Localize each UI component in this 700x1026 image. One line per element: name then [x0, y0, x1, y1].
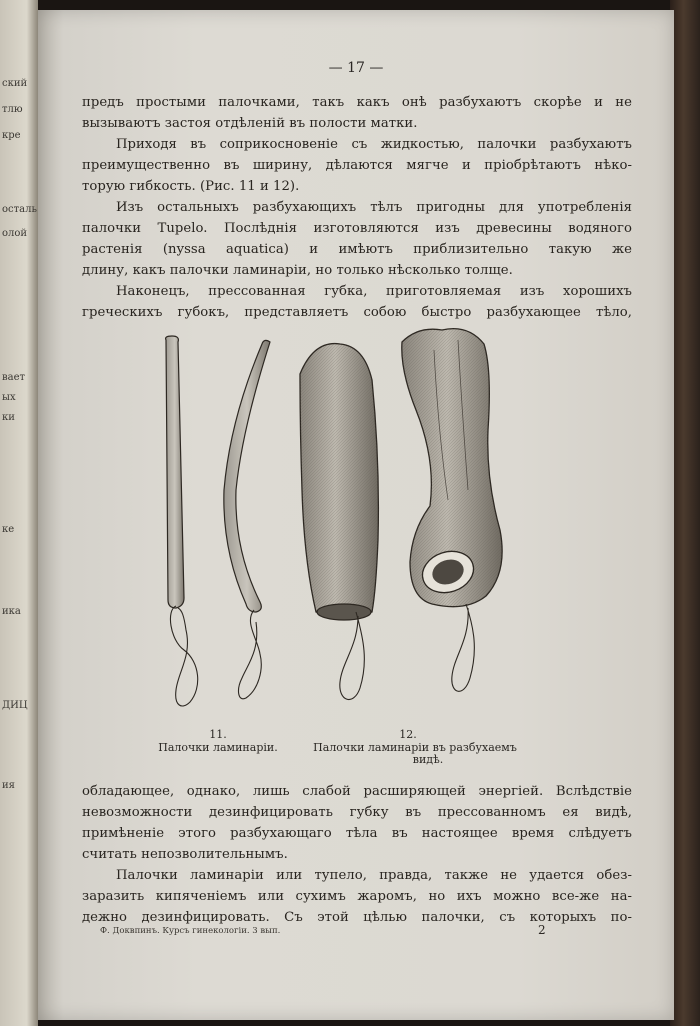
text-line: Изъ остальныхъ разбухающихъ тѣлъ пригодны для употребленія — [116, 200, 632, 215]
text-line: дежно дезинфицировать. Съ этой цѣлью палочки, съ которыхъ по- — [82, 910, 632, 925]
text-line: Приходя въ соприкосновеніе съ жидкостью, палочки разбухаютъ — [116, 137, 632, 152]
text-line: преимущественно въ ширину, дѣлаются мягче и пріобрѣтаютъ нѣко- — [82, 158, 632, 173]
text-line: примѣненіе этого разбухающаго тѣла въ настоящее время слѣдуетъ — [82, 826, 632, 841]
text-line: растенія (nyssa aquatica) и имѣютъ приблизительно такую же — [82, 242, 632, 257]
figure-11-rod-curved — [224, 340, 270, 698]
left-page-fragment: ский — [2, 78, 28, 89]
text-line: длину, какъ палочки ламинаріи, но только нѣсколько толще. — [82, 263, 513, 278]
left-page-fragment: олой — [2, 228, 28, 239]
text-line: невозможности дезинфицировать губку въ прессованномъ ея видѣ, — [82, 805, 632, 820]
text-line: заразить кипяченіемъ или сухимъ жаромъ, но ихъ можно все-же на- — [82, 889, 632, 904]
figure-12-sponge-swollen — [402, 329, 502, 692]
left-page-fragment: тлю — [2, 104, 23, 115]
left-page-fragment: ки — [2, 412, 15, 423]
figure-11-rod-straight — [166, 336, 198, 706]
page-number: — 17 — — [328, 60, 384, 76]
left-page-fragment: ия — [2, 780, 15, 791]
left-page-fragment: ДИЦ — [2, 700, 28, 711]
text-line: предъ простыми палочками, такъ какъ онѣ разбухаютъ скорѣе и не — [82, 95, 632, 110]
text-line: греческихъ губокъ, представляетъ собою быстро разбухающее тѣло, — [82, 305, 632, 320]
book-page — [38, 10, 674, 1020]
figure-12-number: 12. — [399, 728, 417, 741]
text-line: Наконецъ, прессованная губка, приготовляемая изъ хорошихъ — [116, 284, 632, 299]
text-line: считать непозволительнымъ. — [82, 847, 288, 862]
text-line: Палочки ламинаріи или тупело, правда, также не удается обез- — [116, 868, 632, 883]
left-page-fragment: ых — [2, 392, 16, 403]
text-line: торую гибкость. (Рис. 11 и 12). — [82, 179, 300, 194]
adjacent-page-edge — [0, 0, 38, 1026]
figures-illustration — [38, 310, 674, 780]
left-page-fragment: кре — [2, 130, 21, 141]
signature-mark: 2 — [538, 923, 546, 937]
text-line: обладающее, однако, лишь слабой расширяющей энергіей. Вслѣдствіе — [82, 784, 632, 799]
left-page-fragment: ика — [2, 606, 21, 617]
left-page-fragment: осталь — [2, 204, 37, 215]
book-binding-edge — [670, 0, 700, 1026]
text-line: вызываютъ застоя отдѣленій въ полости матки. — [82, 116, 418, 131]
figure-12-caption-line2: видѣ. — [412, 753, 444, 766]
figure-11-caption: Палочки ламинаріи. — [158, 741, 278, 754]
left-page-fragment: ке — [2, 524, 15, 535]
left-page-fragment: вает — [2, 372, 26, 383]
text-line: палочки Tupelo. Послѣднія изготовляются изъ древесины водяного — [82, 221, 632, 236]
figure-12-caption: Палочки ламинаріи въ разбухаемъ — [313, 741, 517, 754]
figure-11-number: 11. — [209, 728, 227, 741]
footer-signature: Ф. Доквпинъ. Курсъ гинекологіи. 3 вып. — [100, 926, 281, 936]
figure-12-tent-swollen — [300, 344, 378, 700]
